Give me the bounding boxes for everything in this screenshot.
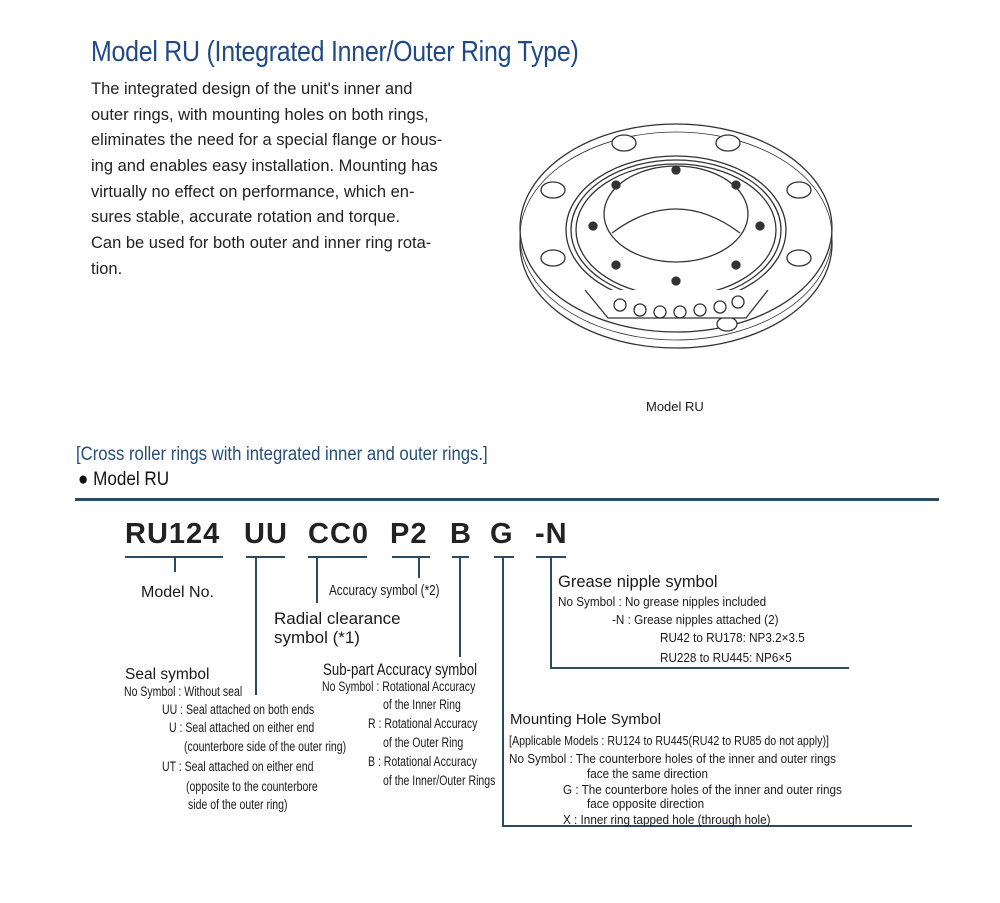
seal-line: UU : Seal attached on both ends [162,702,315,717]
code-mounting: G [490,518,514,550]
description-line: eliminates the need for a special flange or hous- [91,131,443,149]
radial-label: symbol (*1) [274,628,360,647]
subpart-line: of the Outer Ring [383,735,464,750]
sub-heading: ● Model RU [78,469,170,490]
code-clearance: CC0 [308,518,370,550]
radial-label: Radial clearance [274,609,401,628]
code-seal: UU [244,518,288,550]
subpart-line: R : Rotational Accuracy [368,716,478,731]
grease-title: Grease nipple symbol [558,573,718,591]
code-accuracy: P2 [390,518,428,550]
subpart-line: of the Inner/Outer Rings [383,773,496,788]
grease-line: No Symbol : No grease nipples included [558,594,767,609]
mount-line: face the same direction [587,766,708,781]
seal-title: Seal symbol [125,666,210,683]
description-line: ing and enables easy installation. Mounting has [91,157,438,175]
code-model: RU124 [125,518,221,550]
grease-line: -N : Grease nipples attached (2) [612,612,779,627]
description-line: virtually no effect on performance, which en- [91,182,415,201]
subpart-title: Sub-part Accuracy symbol [323,660,478,679]
mount-line: [Applicable Models : RU124 to RU445(RU42 to RU85 do not apply)] [509,733,829,748]
subpart-line: B : Rotational Accuracy [368,754,477,769]
mount-title: Mounting Hole Symbol [510,711,661,728]
seal-line: (counterbore side of the outer ring) [184,739,347,754]
mount-line: G : The counterbore holes of the inner and outer rings [563,782,842,797]
mount-line: No Symbol : The counterbore holes of the inner and outer rings [509,751,836,766]
description-line: Can be used for both outer and inner ring rota- [91,234,432,252]
model-no-label: Model No. [141,584,214,601]
description-line: tion. [91,260,123,278]
subpart-line: of the Inner Ring [383,697,461,712]
code-subpart: B [450,518,472,550]
page-title: Model RU (Integrated Inner/Outer Ring Type) [91,36,579,68]
code-grease: -N [535,518,568,550]
description-line: outer rings, with mounting holes on both rings, [91,105,429,124]
seal-line: No Symbol : Without seal [124,684,243,699]
accuracy-label: Accuracy symbol (*2) [329,582,440,599]
seal-line: side of the outer ring) [188,797,288,812]
grease-line: RU42 to RU178: NP3.2×3.5 [660,630,805,645]
mount-line: face opposite direction [587,796,705,811]
seal-line: (opposite to the counterbore [186,779,318,794]
image-caption: Model RU [646,399,704,414]
grease-line: RU228 to RU445: NP6×5 [660,650,792,665]
seal-line: UT : Seal attached on either end [162,759,314,774]
description-line: The integrated design of the unit's inner and [91,80,413,98]
section-heading: [Cross roller rings with integrated inner and outer rings.] [76,444,488,465]
mount-line: X : Inner ring tapped hole (through hole) [563,812,771,827]
description-line: sures stable, accurate rotation and torque. [91,208,401,226]
seal-line: U : Seal attached on either end [169,720,315,735]
subpart-line: No Symbol : Rotational Accuracy [322,679,476,694]
